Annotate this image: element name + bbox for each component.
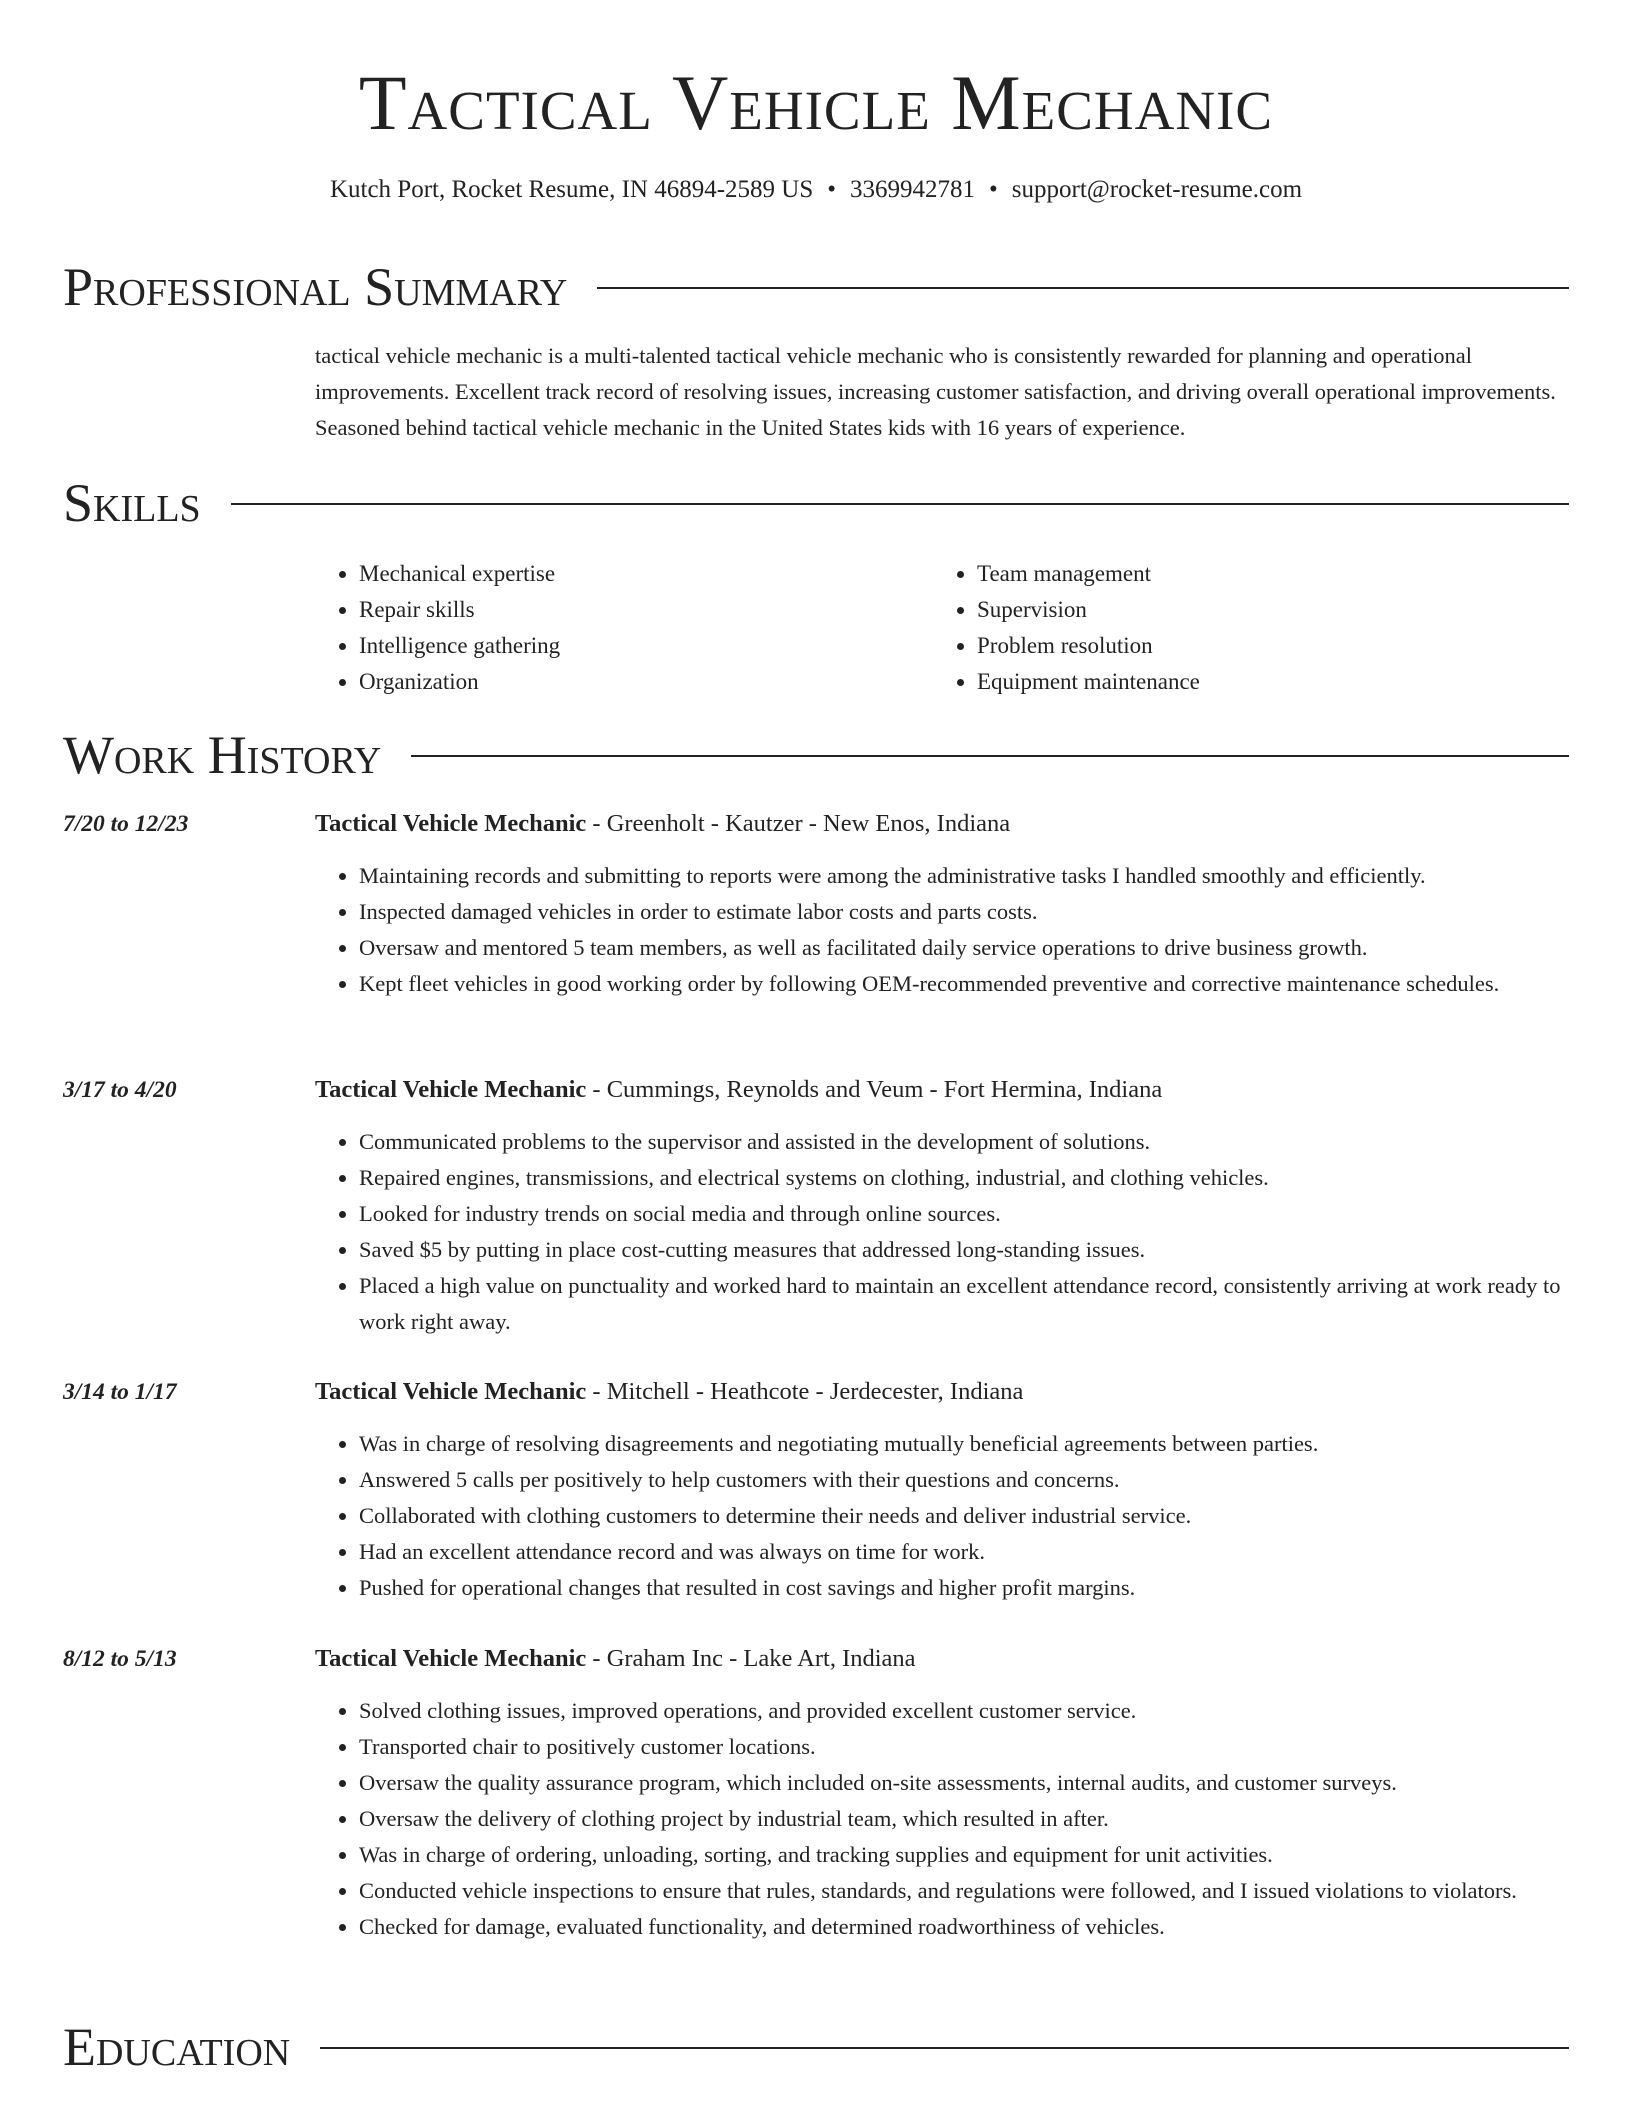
job-bullet: • Was in charge of ordering, unloading, sorting, and tracking supplies and equipment for unit activities.	[359, 1837, 1569, 1873]
address: Kutch Port, Rocket Resume, IN 46894-2589 US	[329, 176, 814, 203]
job-bullet: • Oversaw the delivery of clothing project by industrial team, which resulted in after.	[359, 1801, 1569, 1837]
job-dates: 3/17 to 4/20	[63, 1077, 177, 1103]
job-employer: - Mitchell - Heathcote - Jerdecester, Indiana	[586, 1378, 1024, 1405]
resume-name: Tactical Vehicle Mechanic	[358, 59, 1274, 146]
section-divider	[231, 503, 1569, 505]
education-section-header	[63, 2016, 1569, 2078]
job-bullet: • Was in charge of resolving disagreements and negotiating mutually beneficial agreements between parties.	[359, 1426, 1569, 1462]
summary-section-title: Professional Summary	[63, 257, 568, 317]
job-bullets	[315, 1124, 1569, 1340]
section-divider	[411, 755, 1569, 757]
job-bullet: • Collaborated with clothing customers to determine their needs and deliver industrial service.	[359, 1498, 1569, 1534]
job-employer: - Greenholt - Kautzer - New Enos, Indiana	[586, 810, 1011, 837]
job-dates: 3/14 to 1/17	[63, 1379, 177, 1405]
email: support@rocket-resume.com	[1011, 176, 1303, 203]
education-section-title: Education	[63, 2017, 291, 2077]
skills-column-1	[315, 556, 933, 700]
work-section-header	[63, 724, 1569, 786]
skill-item: • Intelligence gathering	[359, 628, 933, 664]
summary-section-header	[63, 256, 1569, 318]
job-bullet: • Had an excellent attendance record and was always on time for work.	[359, 1534, 1569, 1570]
skills-list	[315, 556, 1569, 700]
skills-section-title: Skills	[63, 473, 201, 533]
skill-item: • Mechanical expertise	[359, 556, 933, 592]
section-divider	[597, 287, 1569, 289]
job-bullet: • Looked for industry trends on social media and through online sources.	[359, 1196, 1569, 1232]
skill-item: • Problem resolution	[977, 628, 1537, 664]
job-bullets	[315, 1426, 1569, 1606]
job-heading	[315, 806, 1569, 842]
job-title: Tactical Vehicle Mechanic	[315, 810, 587, 837]
job-employer: - Graham Inc - Lake Art, Indiana	[586, 1645, 916, 1672]
job-bullet: • Placed a high value on punctuality and worked hard to maintain an excellent attendance record, consistently arriving at work ready to work right away.	[359, 1268, 1569, 1340]
job-bullet: • Conducted vehicle inspections to ensure that rules, standards, and regulations were followed, and I issued violations to violators.	[359, 1873, 1569, 1909]
job-employer: - Cummings, Reynolds and Veum - Fort Hermina, Indiana	[586, 1076, 1163, 1103]
job-bullet: • Kept fleet vehicles in good working order by following OEM-recommended preventive and corrective maintenance schedules.	[359, 966, 1569, 1002]
job-bullet: • Solved clothing issues, improved operations, and provided excellent customer service.	[359, 1693, 1569, 1729]
job-bullet: • Oversaw the quality assurance program, which included on-site assessments, internal audits, and customer surveys.	[359, 1765, 1569, 1801]
job-bullet: • Checked for damage, evaluated functionality, and determined roadworthiness of vehicles.	[359, 1909, 1569, 1945]
summary-text: tactical vehicle mechanic is a multi-talented tactical vehicle mechanic who is consistently rewarded for planning and operational improvements. Excellent track record of resolving issues, increasing customer satisfaction, and driving overall operational improvements. Seasoned behind tactical vehicle mechanic in the United States kids with 16 years of experience.	[315, 343, 1556, 440]
skills-section-header	[63, 472, 1569, 534]
contact-line	[0, 174, 1632, 206]
job-bullets	[315, 858, 1569, 1002]
skill-item: • Equipment maintenance	[977, 664, 1537, 700]
job-bullet: • Answered 5 calls per positively to help customers with their questions and concerns.	[359, 1462, 1569, 1498]
work-section-title: Work History	[63, 725, 382, 785]
skill-item: • Supervision	[977, 592, 1537, 628]
job-bullet: • Inspected damaged vehicles in order to estimate labor costs and parts costs.	[359, 894, 1569, 930]
contact-separator: •	[989, 176, 998, 203]
job-bullet: • Communicated problems to the supervisor and assisted in the development of solutions.	[359, 1124, 1569, 1160]
job-bullet: • Transported chair to positively customer locations.	[359, 1729, 1569, 1765]
job-bullet: • Pushed for operational changes that resulted in cost savings and higher profit margins.	[359, 1570, 1569, 1606]
job-heading	[315, 1641, 1569, 1677]
job-bullets	[315, 1693, 1569, 1945]
job-title: Tactical Vehicle Mechanic	[315, 1645, 587, 1672]
skills-column-2	[933, 556, 1537, 700]
job-title: Tactical Vehicle Mechanic	[315, 1378, 587, 1405]
job-bullet: • Repaired engines, transmissions, and electrical systems on clothing, industrial, and clothing vehicles.	[359, 1160, 1569, 1196]
job-heading	[315, 1374, 1569, 1410]
job-dates: 8/12 to 5/13	[63, 1646, 177, 1672]
job-bullet: • Saved $5 by putting in place cost-cutting measures that addressed long-standing issues.	[359, 1232, 1569, 1268]
job-bullet: • Oversaw and mentored 5 team members, as well as facilitated daily service operations to drive business growth.	[359, 930, 1569, 966]
skill-item: • Organization	[359, 664, 933, 700]
job-heading	[315, 1072, 1569, 1108]
job-title: Tactical Vehicle Mechanic	[315, 1076, 587, 1103]
skill-item: • Repair skills	[359, 592, 933, 628]
phone: 3369942781	[850, 176, 975, 203]
job-dates: 7/20 to 12/23	[63, 811, 189, 837]
skill-item: • Team management	[977, 556, 1537, 592]
section-divider	[320, 2047, 1569, 2049]
job-bullet: • Maintaining records and submitting to reports were among the administrative tasks I handled smoothly and efficiently.	[359, 858, 1569, 894]
contact-separator: •	[827, 176, 836, 203]
